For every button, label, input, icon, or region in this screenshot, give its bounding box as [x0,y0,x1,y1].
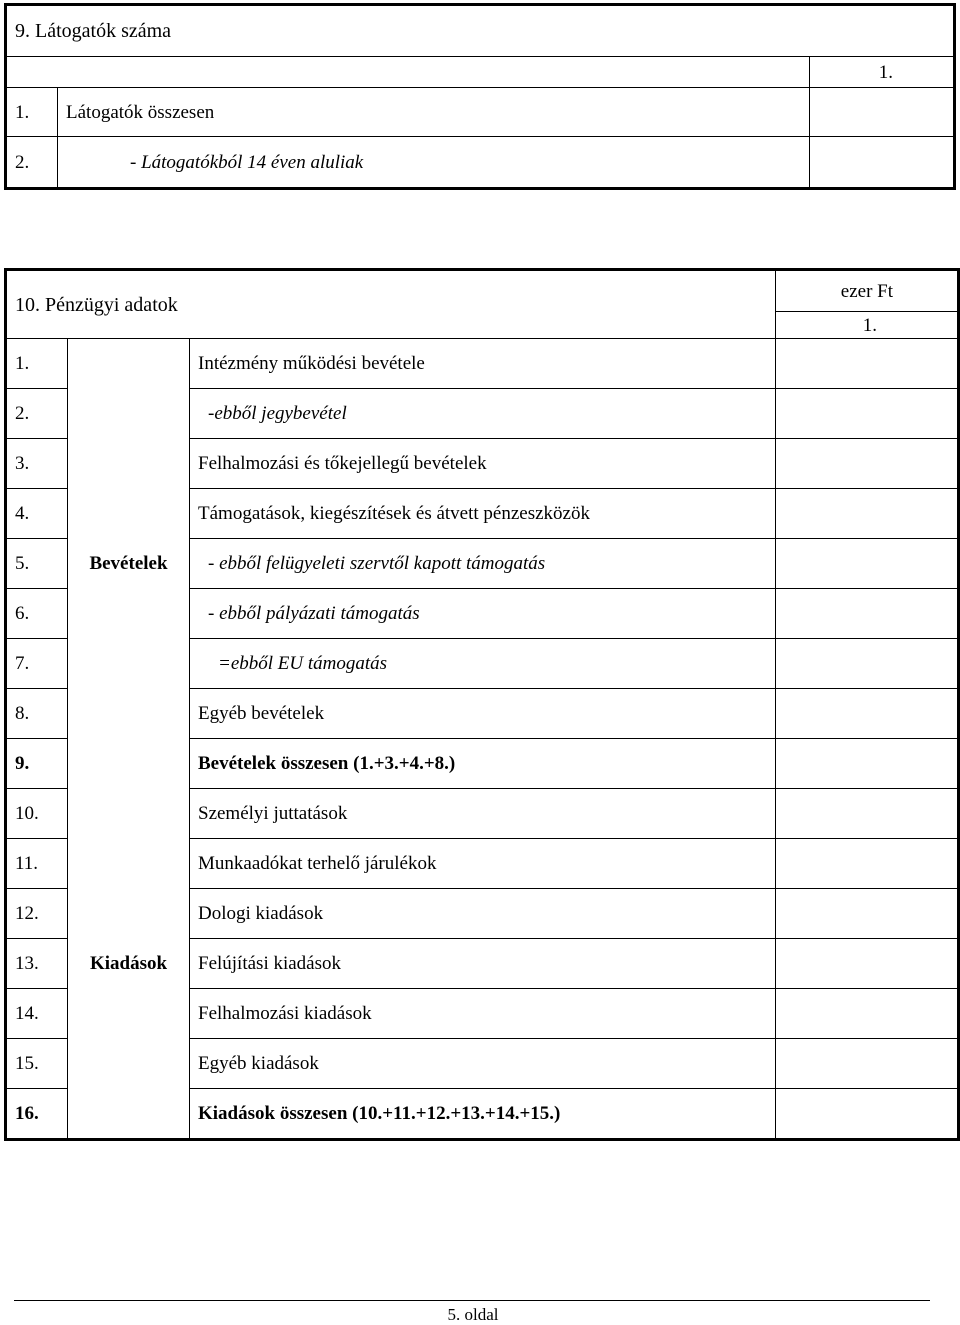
footer-divider [14,1300,930,1301]
value-cell[interactable] [776,589,959,639]
row-label: Felhalmozási kiadások [190,989,776,1039]
row-number: 1. [6,88,58,137]
row-number: 2. [6,389,68,439]
value-cell[interactable] [776,639,959,689]
value-cell[interactable] [776,889,959,939]
table-row [6,137,955,189]
row-label: Munkaadókat terhelő járulékok [190,839,776,889]
table-row [6,339,959,389]
row-number: 15. [6,1039,68,1089]
row-label: Egyéb bevételek [190,689,776,739]
row-label: Egyéb kiadások [190,1039,776,1089]
value-cell[interactable] [776,839,959,889]
table-row [6,88,955,137]
blank-header-cell [6,57,810,88]
row-number: 5. [6,539,68,589]
row-label: Dologi kiadások [190,889,776,939]
row-label: Támogatások, kiegészítések és átvett pénzeszközök [190,489,776,539]
visitors-table [4,3,956,190]
unit-label: ezer Ft [776,270,959,312]
row-number: 9. [6,739,68,789]
row-label: Látogatók összesen [58,88,810,137]
row-label: - ebből felügyeleti szervtől kapott támogatás [190,539,776,589]
column-header: 1. [810,57,955,88]
value-cell[interactable] [776,539,959,589]
row-number: 4. [6,489,68,539]
row-label: Személyi juttatások [190,789,776,839]
value-cell[interactable] [776,789,959,839]
page-number: 5. oldal [447,1305,499,1324]
row-number: 11. [6,839,68,889]
row-number: 12. [6,889,68,939]
row-label: Felhalmozási és tőkejellegű bevételek [190,439,776,489]
value-cell[interactable] [776,1089,959,1140]
value-cell[interactable] [776,989,959,1039]
value-cell[interactable] [776,939,959,989]
section-10-title: 10. Pénzügyi adatok [6,270,776,339]
row-number: 8. [6,689,68,739]
value-cell[interactable] [776,689,959,739]
value-cell[interactable] [810,88,955,137]
expense-group-label: Kiadások [68,789,190,1140]
row-number: 1. [6,339,68,389]
row-label: -ebből jegybevétel [190,389,776,439]
financial-table [4,268,960,1141]
row-number: 14. [6,989,68,1039]
row-label: - ebből pályázati támogatás [190,589,776,639]
income-group-label: Bevételek [68,339,190,789]
section-9-title: 9. Látogatók száma [6,5,955,57]
value-cell[interactable] [776,489,959,539]
row-label: Kiadások összesen (10.+11.+12.+13.+14.+15.) [190,1089,776,1140]
table-row [6,789,959,839]
row-label: =ebből EU támogatás [190,639,776,689]
row-label: Intézmény működési bevétele [190,339,776,389]
value-cell[interactable] [776,389,959,439]
row-number: 7. [6,639,68,689]
row-number: 16. [6,1089,68,1140]
row-number: 2. [6,137,58,189]
row-label: Bevételek összesen (1.+3.+4.+8.) [190,739,776,789]
value-cell[interactable] [810,137,955,189]
value-cell[interactable] [776,1039,959,1089]
column-header: 1. [776,312,959,339]
row-label: - Látogatókból 14 éven aluliak [58,137,810,189]
value-cell[interactable] [776,439,959,489]
value-cell[interactable] [776,339,959,389]
row-number: 6. [6,589,68,639]
row-number: 3. [6,439,68,489]
value-cell[interactable] [776,739,959,789]
row-number: 13. [6,939,68,989]
row-label: Felújítási kiadások [190,939,776,989]
row-number: 10. [6,789,68,839]
